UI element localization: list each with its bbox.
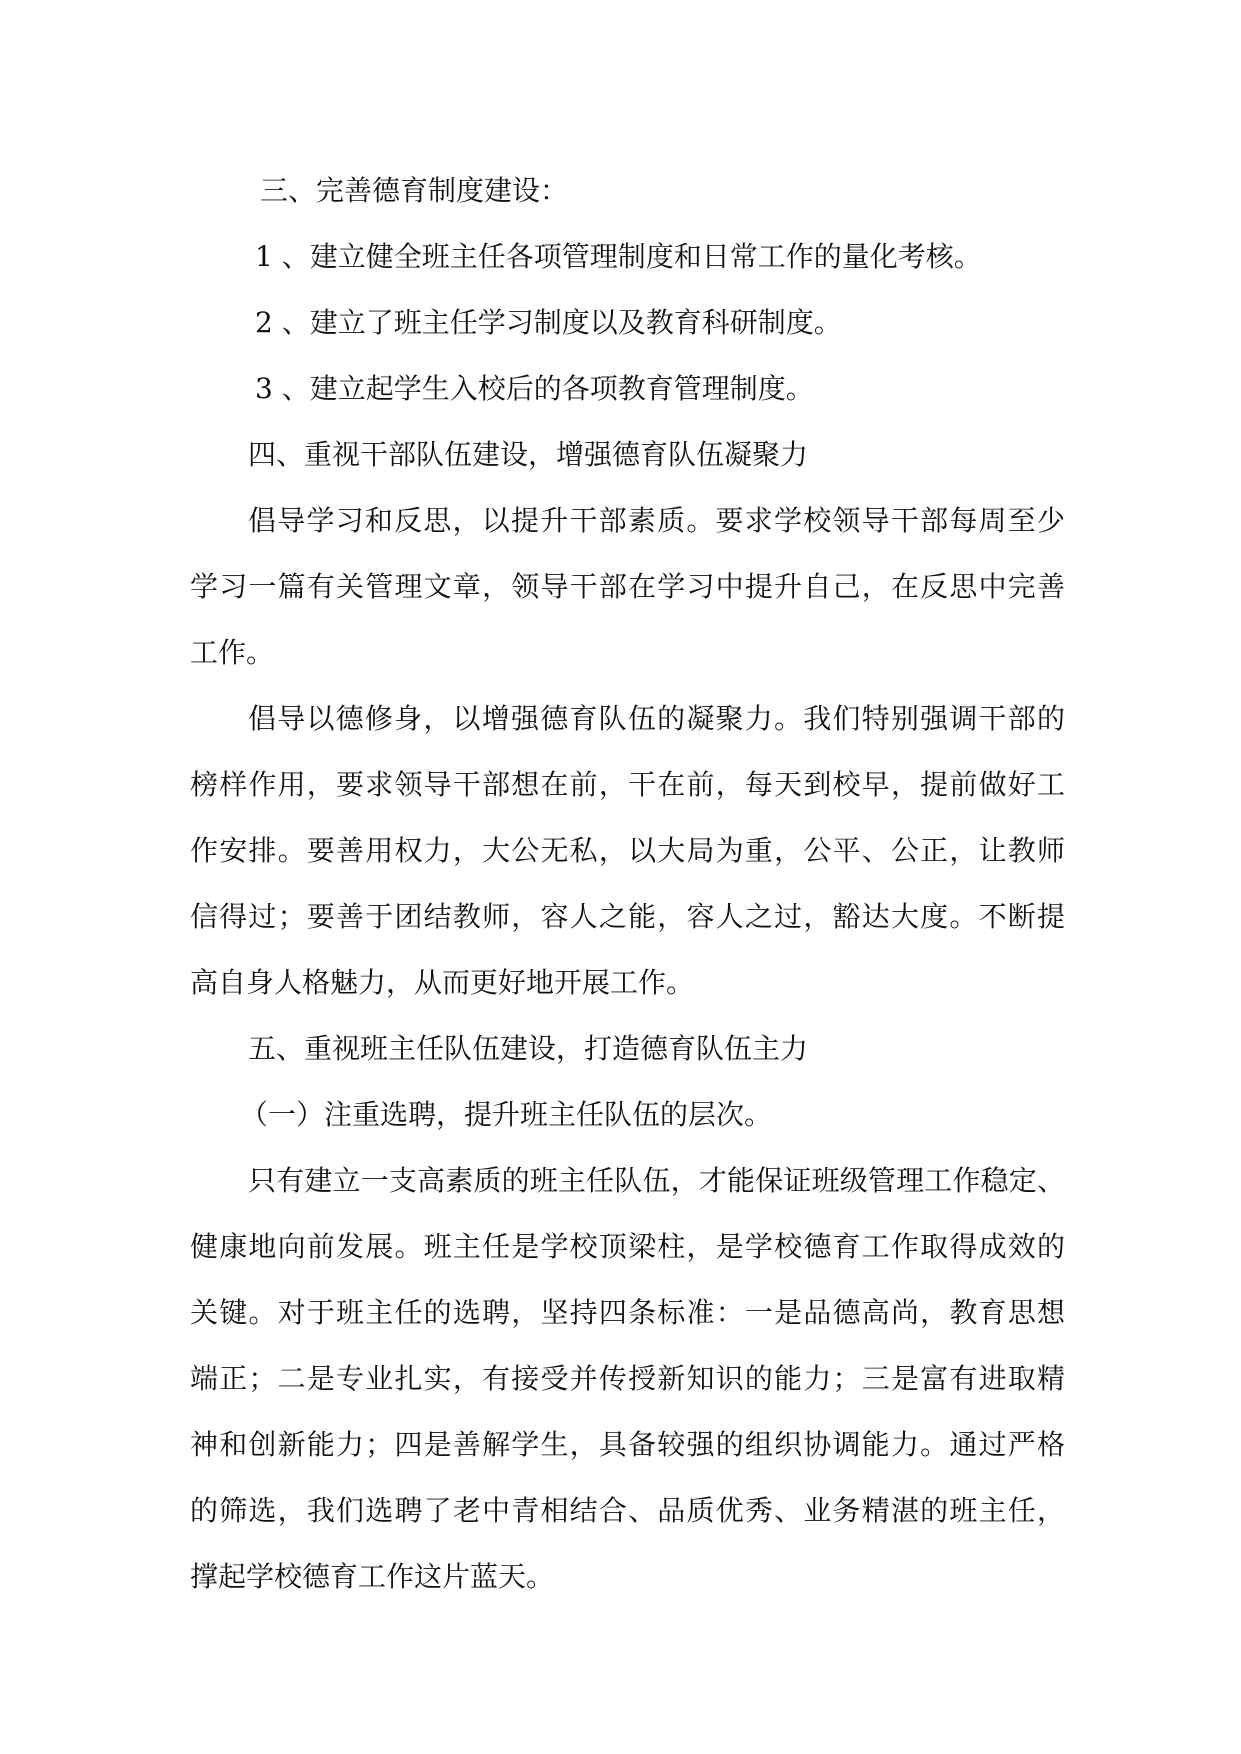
paragraph-line: 工作。 (190, 636, 275, 669)
paragraph-line: 神和创新能力；四是善解学生，具备较强的组织协调能力。通过严格 (190, 1428, 1065, 1461)
list-item: 3 、建立起学生入校后的各项教育管理制度。 (255, 372, 814, 405)
document-body (190, 158, 1065, 1610)
list-item: 1 、建立健全班主任各项管理制度和日常工作的量化考核。 (255, 240, 982, 273)
section-5-subheading: （一）注重选聘，提升班主任队伍的层次。 (240, 1098, 773, 1131)
paragraph-line: 榜样作用，要求领导干部想在前，干在前，每天到校早，提前做好工 (190, 768, 1065, 801)
paragraph-line: 只有建立一支高素质的班主任队伍，才能保证班级管理工作稳定、 (248, 1164, 1065, 1197)
paragraph-line: 信得过；要善于团结教师，容人之能，容人之过，豁达大度。不断提 (190, 900, 1065, 933)
paragraph-line: 端正；二是专业扎实，有接受并传授新知识的能力；三是富有进取精 (190, 1362, 1065, 1395)
paragraph-line: 高自身人格魅力，从而更好地开展工作。 (190, 966, 695, 999)
paragraph-line: 倡导以德修身，以增强德育队伍的凝聚力。我们特别强调干部的 (248, 702, 1065, 735)
paragraph-line: 的筛选，我们选聘了老中青相结合、品质优秀、业务精湛的班主任， (190, 1494, 1065, 1527)
paragraph-line: 作安排。要善用权力，大公无私，以大局为重，公平、公正，让教师 (190, 834, 1065, 867)
paragraph-line: 健康地向前发展。班主任是学校顶梁柱，是学校德育工作取得成效的 (190, 1230, 1065, 1263)
list-item: 2 、建立了班主任学习制度以及教育科研制度。 (255, 306, 842, 339)
paragraph-line: 撑起学校德育工作这片蓝天。 (190, 1560, 555, 1593)
section-5-heading: 五、重视班主任队伍建设，打造德育队伍主力 (248, 1032, 809, 1065)
paragraph-line: 学习一篇有关管理文章，领导干部在学习中提升自己，在反思中完善 (190, 570, 1065, 603)
section-3-heading: 三、完善德育制度建设： (260, 174, 569, 207)
paragraph-line: 倡导学习和反思，以提升干部素质。要求学校领导干部每周至少 (248, 504, 1065, 537)
section-4-heading: 四、重视干部队伍建设，增强德育队伍凝聚力 (248, 438, 809, 471)
paragraph-line: 关键。对于班主任的选聘，坚持四条标准：一是品德高尚，教育思想 (190, 1296, 1065, 1329)
